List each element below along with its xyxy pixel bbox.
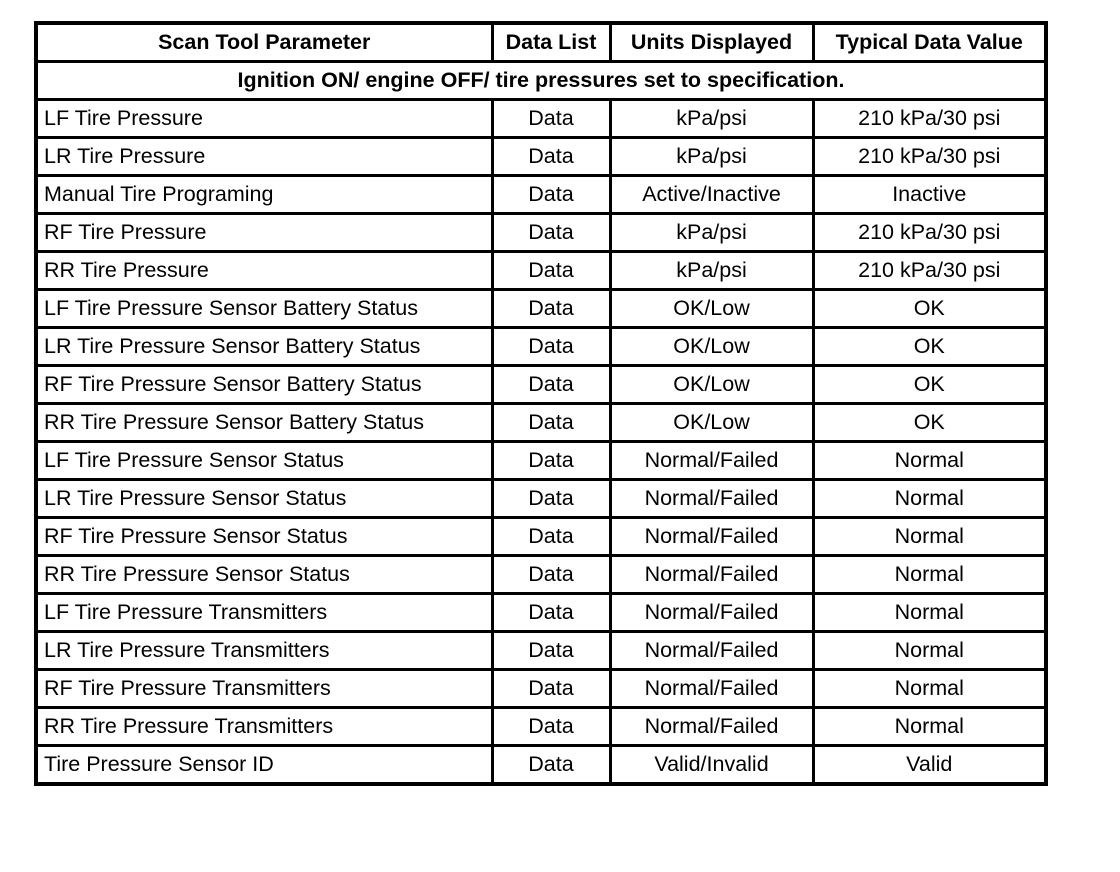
cell-typical-value: 210 kPa/30 psi — [813, 138, 1046, 176]
cell-typical-value: Normal — [813, 518, 1046, 556]
table-row — [36, 366, 1046, 404]
cell-typical-value: Normal — [813, 442, 1046, 480]
cell-typical-value: Normal — [813, 632, 1046, 670]
cell-parameter: Tire Pressure Sensor ID — [36, 746, 492, 785]
table-row — [36, 138, 1046, 176]
cell-data-list: Data — [492, 670, 610, 708]
cell-data-list: Data — [492, 252, 610, 290]
cell-data-list: Data — [492, 100, 610, 138]
cell-parameter: RF Tire Pressure Transmitters — [36, 670, 492, 708]
header-typical-data-value: Typical Data Value — [813, 23, 1046, 62]
cell-data-list: Data — [492, 708, 610, 746]
cell-typical-value: 210 kPa/30 psi — [813, 252, 1046, 290]
cell-data-list: Data — [492, 556, 610, 594]
cell-typical-value: Normal — [813, 556, 1046, 594]
cell-parameter: LF Tire Pressure Sensor Battery Status — [36, 290, 492, 328]
table-row — [36, 404, 1046, 442]
cell-parameter: RR Tire Pressure Sensor Battery Status — [36, 404, 492, 442]
table-row — [36, 252, 1046, 290]
table-row — [36, 214, 1046, 252]
cell-parameter: Manual Tire Programing — [36, 176, 492, 214]
cell-parameter: RR Tire Pressure Transmitters — [36, 708, 492, 746]
cell-units: Normal/Failed — [610, 594, 813, 632]
cell-units: kPa/psi — [610, 138, 813, 176]
cell-data-list: Data — [492, 366, 610, 404]
cell-typical-value: Inactive — [813, 176, 1046, 214]
cell-typical-value: OK — [813, 404, 1046, 442]
cell-typical-value: OK — [813, 290, 1046, 328]
table-row — [36, 518, 1046, 556]
cell-data-list: Data — [492, 518, 610, 556]
cell-data-list: Data — [492, 480, 610, 518]
cell-units: Normal/Failed — [610, 670, 813, 708]
cell-units: OK/Low — [610, 328, 813, 366]
table-row — [36, 670, 1046, 708]
cell-typical-value: Valid — [813, 746, 1046, 785]
cell-units: Normal/Failed — [610, 480, 813, 518]
cell-units: OK/Low — [610, 290, 813, 328]
cell-units: Normal/Failed — [610, 518, 813, 556]
cell-data-list: Data — [492, 632, 610, 670]
table-row — [36, 556, 1046, 594]
cell-parameter: LF Tire Pressure — [36, 100, 492, 138]
header-units-displayed: Units Displayed — [610, 23, 813, 62]
cell-typical-value: 210 kPa/30 psi — [813, 100, 1046, 138]
header-row — [36, 23, 1046, 62]
table-row — [36, 746, 1046, 785]
cell-units: Normal/Failed — [610, 632, 813, 670]
cell-parameter: LF Tire Pressure Transmitters — [36, 594, 492, 632]
cell-parameter: LR Tire Pressure Sensor Status — [36, 480, 492, 518]
cell-parameter: RF Tire Pressure Sensor Battery Status — [36, 366, 492, 404]
cell-data-list: Data — [492, 594, 610, 632]
cell-units: Normal/Failed — [610, 556, 813, 594]
cell-units: Normal/Failed — [610, 442, 813, 480]
cell-typical-value: Normal — [813, 708, 1046, 746]
table-row — [36, 290, 1046, 328]
table-row — [36, 442, 1046, 480]
cell-parameter: RF Tire Pressure Sensor Status — [36, 518, 492, 556]
header-data-list: Data List — [492, 23, 610, 62]
cell-typical-value: 210 kPa/30 psi — [813, 214, 1046, 252]
header-scan-tool-parameter: Scan Tool Parameter — [36, 23, 492, 62]
condition-row — [36, 62, 1046, 100]
cell-parameter: LR Tire Pressure Sensor Battery Status — [36, 328, 492, 366]
cell-parameter: RF Tire Pressure — [36, 214, 492, 252]
cell-parameter: LR Tire Pressure — [36, 138, 492, 176]
condition-text: Ignition ON/ engine OFF/ tire pressures set to specification. — [36, 62, 1046, 100]
cell-data-list: Data — [492, 138, 610, 176]
cell-typical-value: OK — [813, 366, 1046, 404]
table-row — [36, 632, 1046, 670]
cell-data-list: Data — [492, 214, 610, 252]
cell-parameter: RR Tire Pressure — [36, 252, 492, 290]
table-row — [36, 708, 1046, 746]
cell-units: Valid/Invalid — [610, 746, 813, 785]
table-row — [36, 176, 1046, 214]
cell-typical-value: Normal — [813, 594, 1046, 632]
cell-data-list: Data — [492, 328, 610, 366]
cell-units: kPa/psi — [610, 214, 813, 252]
table-row — [36, 480, 1046, 518]
scan-tool-data-table — [34, 21, 1048, 786]
cell-data-list: Data — [492, 746, 610, 785]
cell-parameter: LR Tire Pressure Transmitters — [36, 632, 492, 670]
table-row — [36, 594, 1046, 632]
cell-data-list: Data — [492, 442, 610, 480]
cell-units: OK/Low — [610, 404, 813, 442]
cell-units: Normal/Failed — [610, 708, 813, 746]
cell-units: kPa/psi — [610, 252, 813, 290]
cell-units: Active/Inactive — [610, 176, 813, 214]
cell-data-list: Data — [492, 176, 610, 214]
cell-typical-value: Normal — [813, 670, 1046, 708]
table-body — [36, 62, 1046, 785]
table-row — [36, 328, 1046, 366]
cell-data-list: Data — [492, 290, 610, 328]
cell-parameter: LF Tire Pressure Sensor Status — [36, 442, 492, 480]
cell-units: OK/Low — [610, 366, 813, 404]
cell-data-list: Data — [492, 404, 610, 442]
cell-parameter: RR Tire Pressure Sensor Status — [36, 556, 492, 594]
table-row — [36, 100, 1046, 138]
cell-typical-value: OK — [813, 328, 1046, 366]
cell-typical-value: Normal — [813, 480, 1046, 518]
cell-units: kPa/psi — [610, 100, 813, 138]
